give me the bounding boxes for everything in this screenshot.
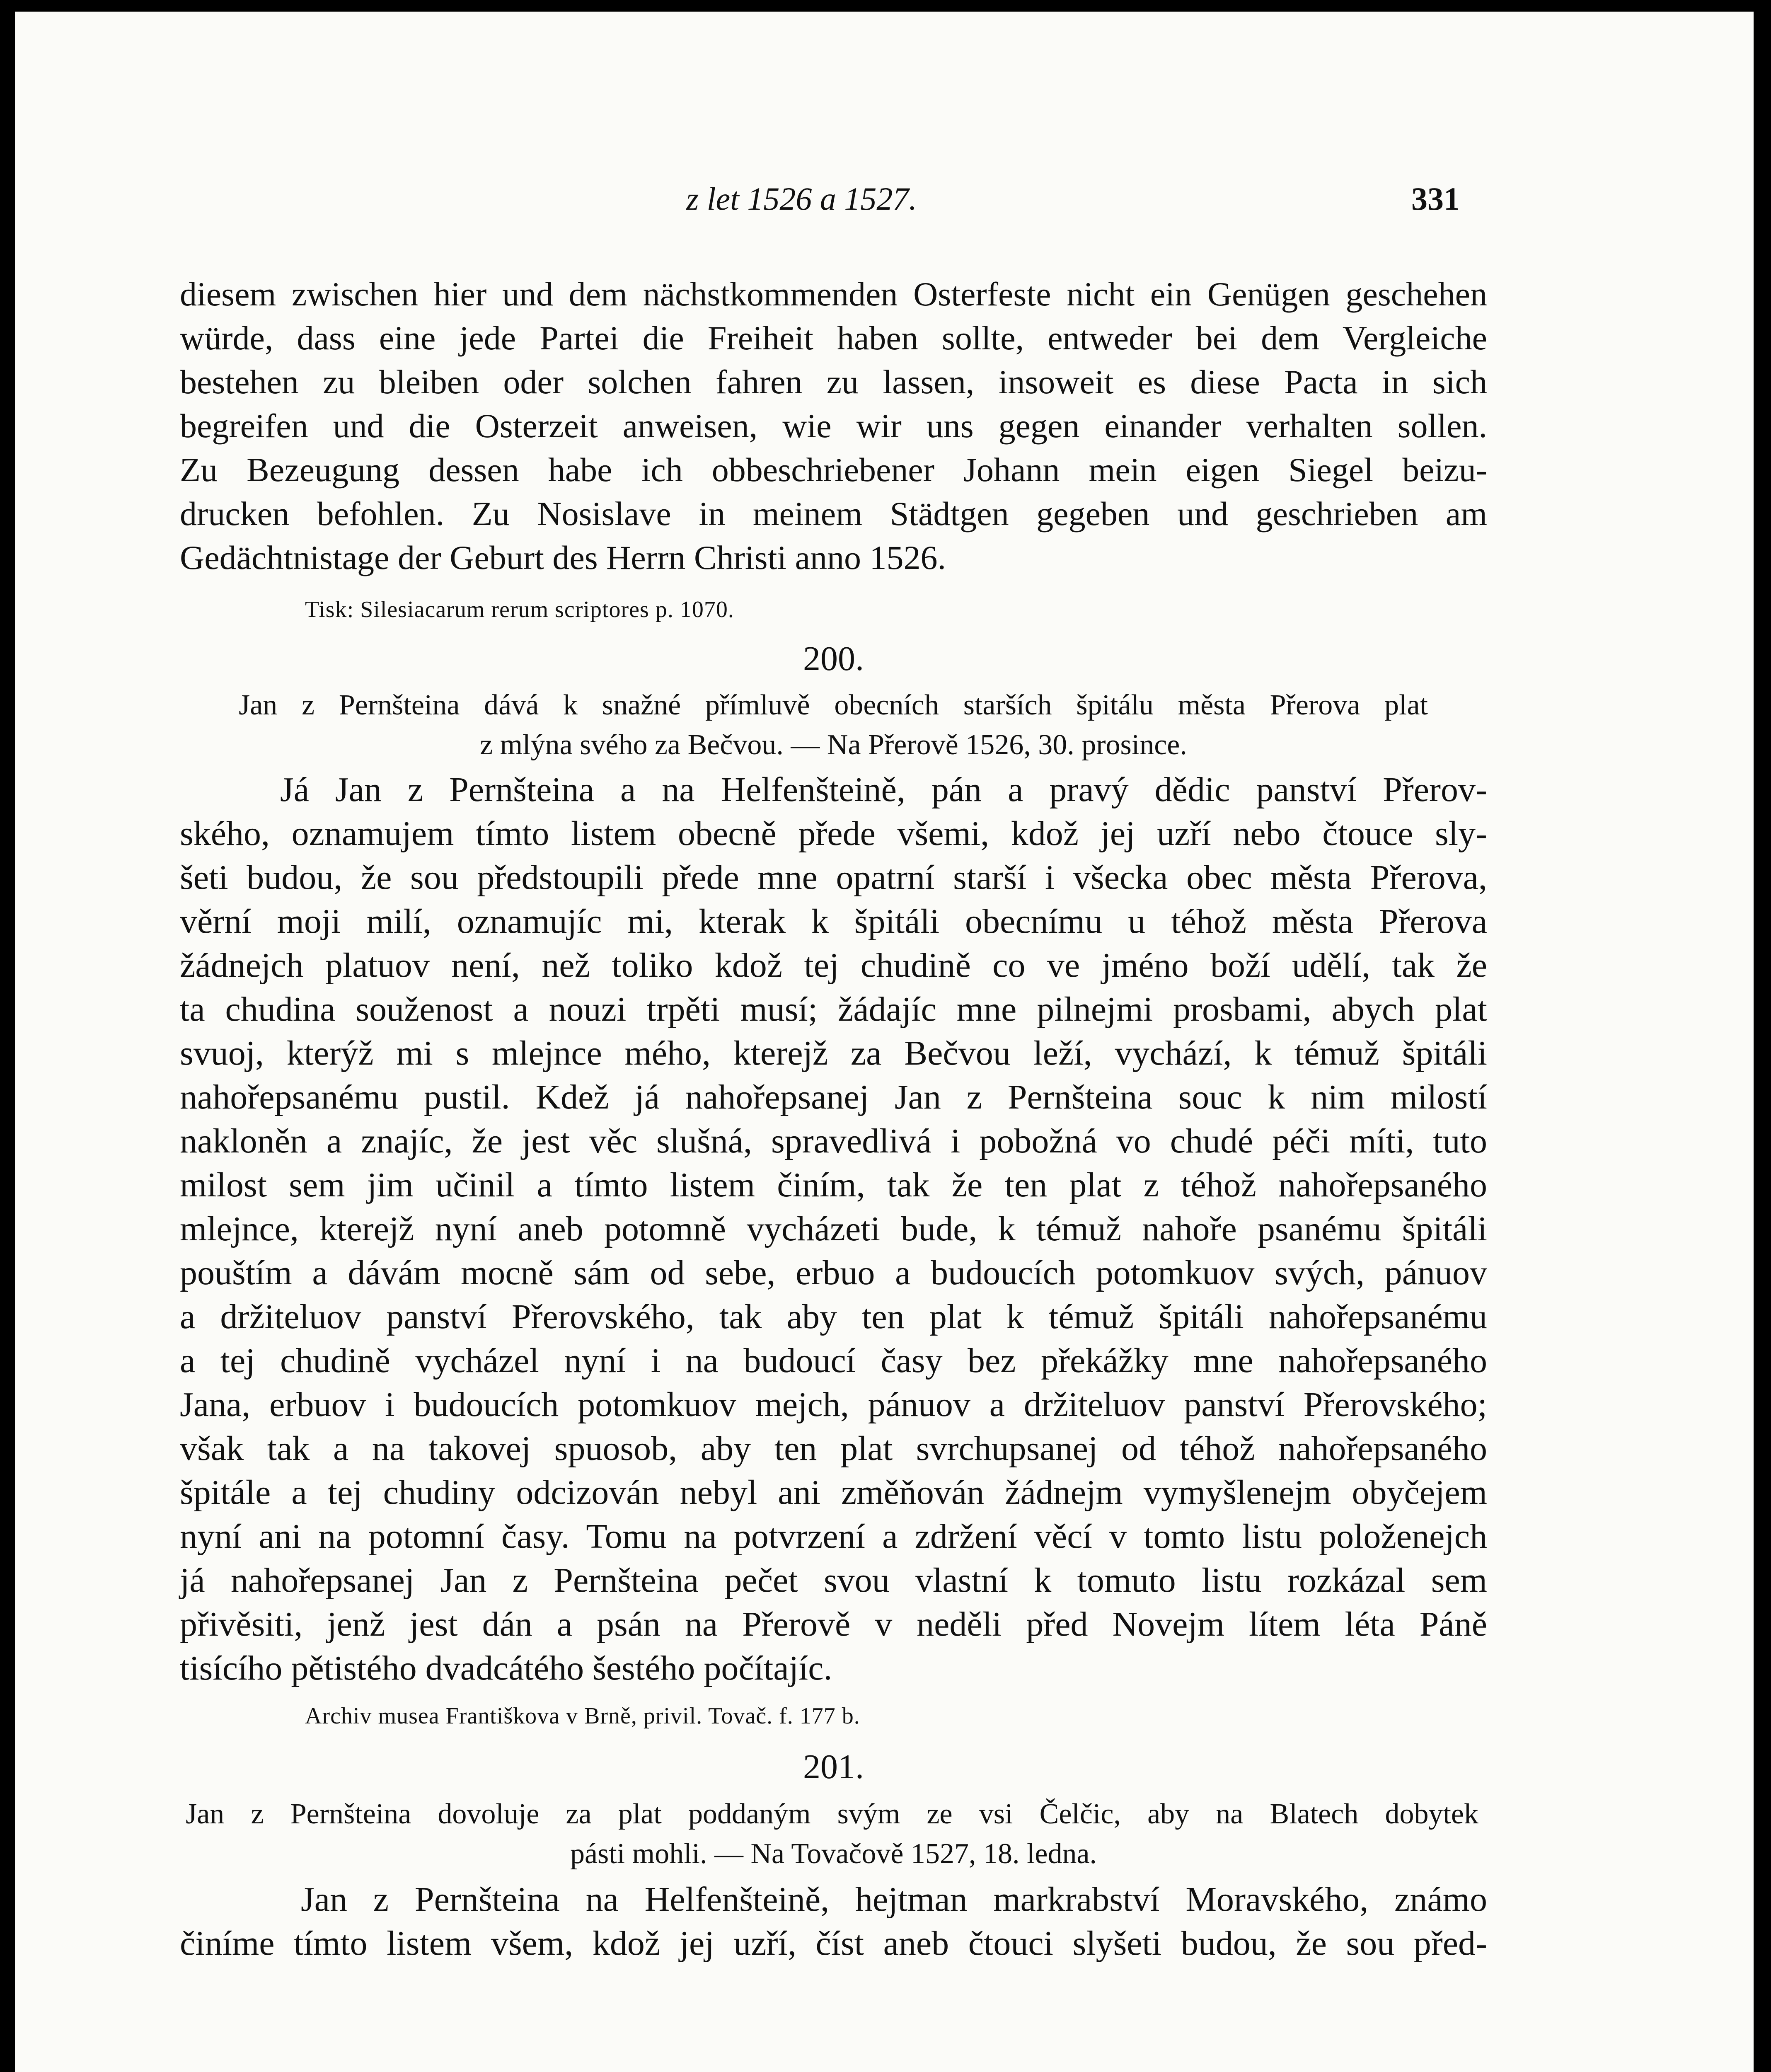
text-line: ta chudina souženost a nouzi trpěti musí; žádajíc mne pilnejmi prosbami, abych plat [180,990,1487,1029]
source-note: Tisk: Silesiacarum rerum scriptores p. 1070. [305,597,734,622]
document-number: 201. [803,1748,864,1786]
text-line: bestehen zu bleiben oder solchen fahren zu lassen, insoweit es diese Pacta in sich [180,363,1487,401]
running-header-title: z let 1526 a 1527. [686,181,917,217]
text-line: nyní ani na potomní časy. Tomu na potvrzení a zdržení věcí v tomto listu položenejch [180,1517,1487,1556]
text-line: svuoj, kterýž mi s mlejnce mého, kterejž za Bečvou leží, vychází, k témuž špitáli [180,1034,1487,1072]
text-line: šeti budou, že sou předstoupili přede mne opatrní starší i všecka obec města Přerova, [180,858,1487,897]
regest-line: Jan z Pernšteina dává k snažné přímluvě obecních starších špitálu města Přerova plat [239,689,1428,721]
regest-line: Jan z Pernšteina dovoluje za plat poddaným svým ze vsi Čelčic, aby na Blatech dobytek [186,1798,1478,1830]
text-line: však tak a na takovej spuosob, aby ten plat svrchupsanej od téhož nahořepsaného [180,1429,1487,1468]
text-line: begreifen und die Osterzeit anweisen, wie wir uns gegen einander verhalten sollen. [180,407,1487,445]
text-line: drucken befohlen. Zu Nosislave in meinem Städtgen gegeben und geschrieben am [180,495,1487,533]
text-line: já nahořepsanej Jan z Pernšteina pečet svou vlastní k tomuto listu rozkázal sem [180,1561,1487,1600]
source-note: Archiv musea Františkova v Brně, privil. Tovač. f. 177 b. [305,1703,860,1729]
text-line: přivěsiti, jenž jest dán a psán na Přerově v neděli před Novejm lítem léta Páně [180,1605,1487,1644]
text-line: Jana, erbuov i budoucích potomkuov mejch, pánuov a držiteluov panství Přerovského; [180,1385,1487,1424]
text-line: pouštím a dávám mocně sám od sebe, erbuo a budoucích potomkuov svých, pánuov [180,1254,1487,1292]
text-line: Gedächtnistage der Geburt des Herrn Christi anno 1526. [180,539,946,576]
text-line: činíme tímto listem všem, kdož jej uzří, číst aneb čtouci slyšeti budou, že sou před- [180,1924,1487,1963]
text-line: mlejnce, kterejž nyní aneb potomně vycházeti bude, k témuž nahoře psanému špitáli [180,1210,1487,1248]
regest-line: z mlýna svého za Bečvou. — Na Přerově 1526, 30. prosince. [480,729,1187,761]
text-line: nahořepsanému pustil. Kdež já nahořepsanej Jan z Pernšteina souc k nim milostí [180,1078,1487,1116]
text-line: Jan z Pernšteina na Helfenšteině, hejtman markrabství Moravského, známo [301,1880,1487,1919]
text-line: milost sem jim učinil a tímto listem činím, tak že ten plat z téhož nahořepsaného [180,1166,1487,1204]
text-line: žádnejch platuov není, než toliko kdož tej chudině co ve jméno boží udělí, tak že [180,946,1487,985]
page-number: 331 [1411,181,1460,217]
text-line: Zu Bezeugung dessen habe ich obbeschriebener Johann mein eigen Siegel beizu- [180,451,1487,489]
document-page [15,12,1754,2072]
text-line: nakloněn a znajíc, že jest věc slušná, spravedlivá i pobožná vo chudé péči míti, tuto [180,1122,1487,1160]
text-line: diesem zwischen hier und dem nächstkommenden Osterfeste nicht ein Genügen geschehen [180,275,1487,313]
regest-line: pásti mohli. — Na Tovačově 1527, 18. ledna. [570,1838,1097,1870]
text-line: a držiteluov panství Přerovského, tak aby ten plat k témuž špitáli nahořepsanému [180,1297,1487,1336]
text-line: würde, dass eine jede Partei die Freiheit haben sollte, entweder bei dem Vergleiche [180,319,1487,357]
text-line: špitále a tej chudiny odcizován nebyl ani změňován žádnejm vymyšlenejm obyčejem [180,1473,1487,1512]
text-line: ského, oznamujem tímto listem obecně přede všemi, kdož jej uzří nebo čtouce sly- [180,814,1487,853]
document-number: 200. [803,639,864,678]
text-line: a tej chudině vycházel nyní i na budoucí časy bez překážky mne nahořepsaného [180,1341,1487,1380]
text-line: Já Jan z Pernšteina a na Helfenšteině, pán a pravý dědic panství Přerov- [280,770,1487,809]
text-line: tisícího pětistého dvadcátého šestého počítajíc. [180,1649,832,1687]
text-line: věrní moji milí, oznamujíc mi, kterak k špitáli obecnímu u téhož města Přerova [180,902,1487,941]
